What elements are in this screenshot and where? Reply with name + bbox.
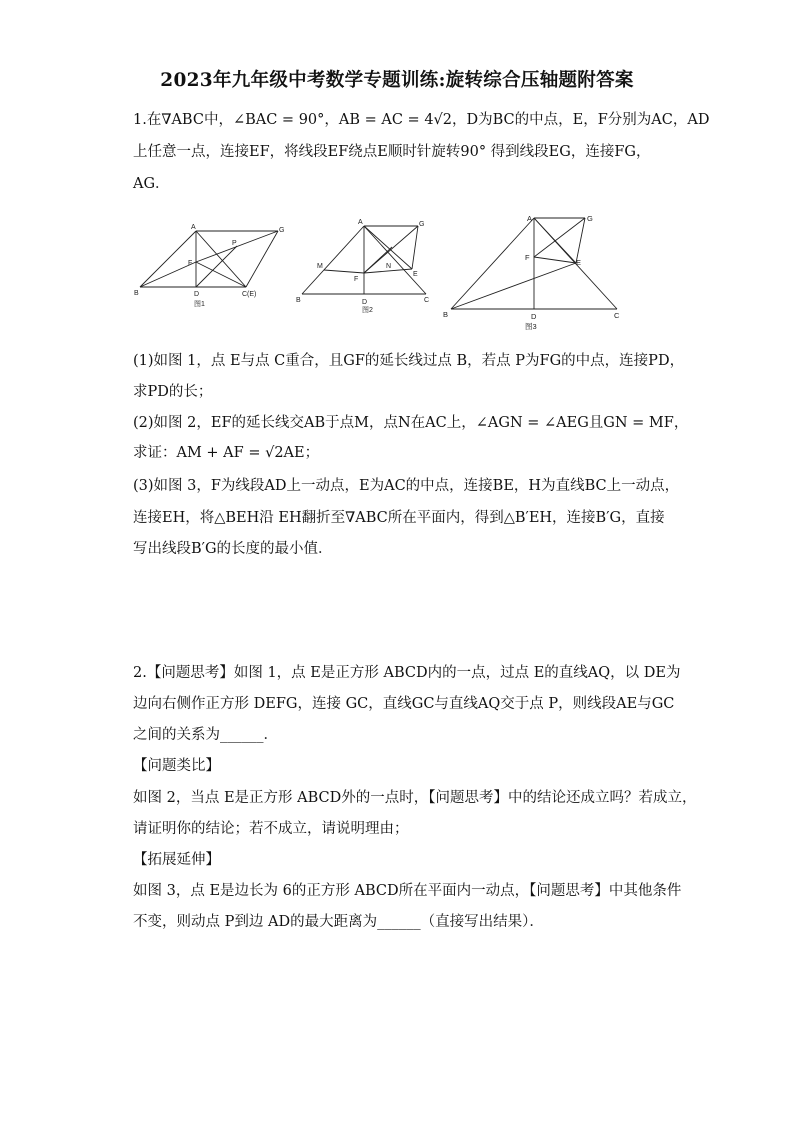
fig3-caption: 图3 xyxy=(525,322,537,331)
q1-part3-line-3: 写出线段B′G的长度的最小值． xyxy=(133,541,333,557)
fig1-label-f: F xyxy=(188,260,193,267)
fig2-label-n: N xyxy=(386,263,392,270)
q2-line-7: 不变，则动点 P到边 AD的最大距离为______（直接写出结果）． xyxy=(133,914,544,930)
fig2-label-d: D xyxy=(362,299,368,306)
fig3-label-e: E xyxy=(576,258,582,267)
q2-line-4: 如图 2，当点 E是正方形 ABCD外的一点时，【问题思考】中的结论还成立吗？若成立， xyxy=(133,790,697,806)
fig3-label-f: F xyxy=(525,253,530,262)
figure-1 xyxy=(130,218,290,313)
figure-3-diagram xyxy=(437,208,632,334)
q1-part1-line-2: 求PD的长； xyxy=(133,384,213,400)
fig2-label-f: F xyxy=(354,276,359,283)
fig3-label-g: G xyxy=(587,214,593,223)
fig3-label-a: A xyxy=(527,214,533,223)
figure-2-diagram xyxy=(294,212,434,317)
fig1-label-a: A xyxy=(191,224,196,231)
q1-line-1: 1.在∇ABC中，∠BAC = 90°，AB = AC = 4√2，D为BC的中点，E，F分别为AC，AD xyxy=(133,112,710,128)
q1-part2-line-2: 求证：AM + AF = √2AE； xyxy=(133,445,320,461)
fig3-label-c: C xyxy=(614,311,620,320)
q1-part3-line-2: 连接EH，将△BEH沿 EH翻折至∇ABC所在平面内，得到△B′EH，连接B′G，直接 xyxy=(133,510,665,526)
q2-heading-analogy: 【问题类比】 xyxy=(133,758,220,774)
fig1-label-p: P xyxy=(232,240,237,247)
figure-1-diagram xyxy=(130,218,290,313)
q1-part2-line-1: (2)如图 2，EF的延长线交AB于点M，点N在AC上，∠AGN = ∠AEG且GN = MF， xyxy=(133,415,689,431)
fig2-caption: 图2 xyxy=(362,307,373,314)
q2-line-1: 2.【问题思考】如图 1，点 E是正方形 ABCD内的一点，过点 E的直线AQ，以 DE为 xyxy=(133,665,681,681)
figure-2 xyxy=(294,212,434,317)
q1-line-3: AG． xyxy=(133,176,170,192)
q2-line-2: 边向右侧作正方形 DEFG，连接 GC，直线GC与直线AQ交于点 P，则线段AE与GC xyxy=(133,696,675,712)
q2-line-6: 如图 3，点 E是边长为 6的正方形 ABCD所在平面内一动点，【问题思考】中其他条件 xyxy=(133,883,682,899)
q1-line-2: 上任意一点，连接EF，将线段EF绕点E顺时针旋转90° 得到线段EG，连接FG， xyxy=(133,144,651,160)
figure-3 xyxy=(437,208,632,334)
q2-heading-extension: 【拓展延伸】 xyxy=(133,852,220,868)
fig3-label-b: B xyxy=(443,310,449,319)
fig2-label-b: B xyxy=(296,297,301,304)
q1-part1-line-1: (1)如图 1，点 E与点 C重合，且GF的延长线过点 B，若点 P为FG的中点，连接PD， xyxy=(133,353,685,369)
q2-line-5: 请证明你的结论；若不成立，请说明理由； xyxy=(133,821,409,837)
fig3-label-d: D xyxy=(531,312,537,321)
fig2-label-e: E xyxy=(413,271,418,278)
q2-line-3: 之间的关系为______． xyxy=(133,727,278,743)
fig2-label-g: G xyxy=(419,221,425,228)
fig1-caption: 图1 xyxy=(194,301,205,308)
q1-part3-line-1: (3)如图 3，F为线段AD上一动点，E为AC的中点，连接BE，H为直线BC上一动点， xyxy=(133,478,680,494)
fig1-label-ce: C(E) xyxy=(242,291,257,298)
fig1-label-d: D xyxy=(194,291,200,298)
fig1-label-g: G xyxy=(279,227,285,234)
fig2-label-m: M xyxy=(317,263,323,270)
fig2-label-c: C xyxy=(424,297,430,304)
fig2-label-a: A xyxy=(358,219,363,226)
document-title: 2023年九年级中考数学专题训练:旋转综合压轴题附答案 xyxy=(160,70,634,91)
fig1-label-b: B xyxy=(134,290,139,297)
